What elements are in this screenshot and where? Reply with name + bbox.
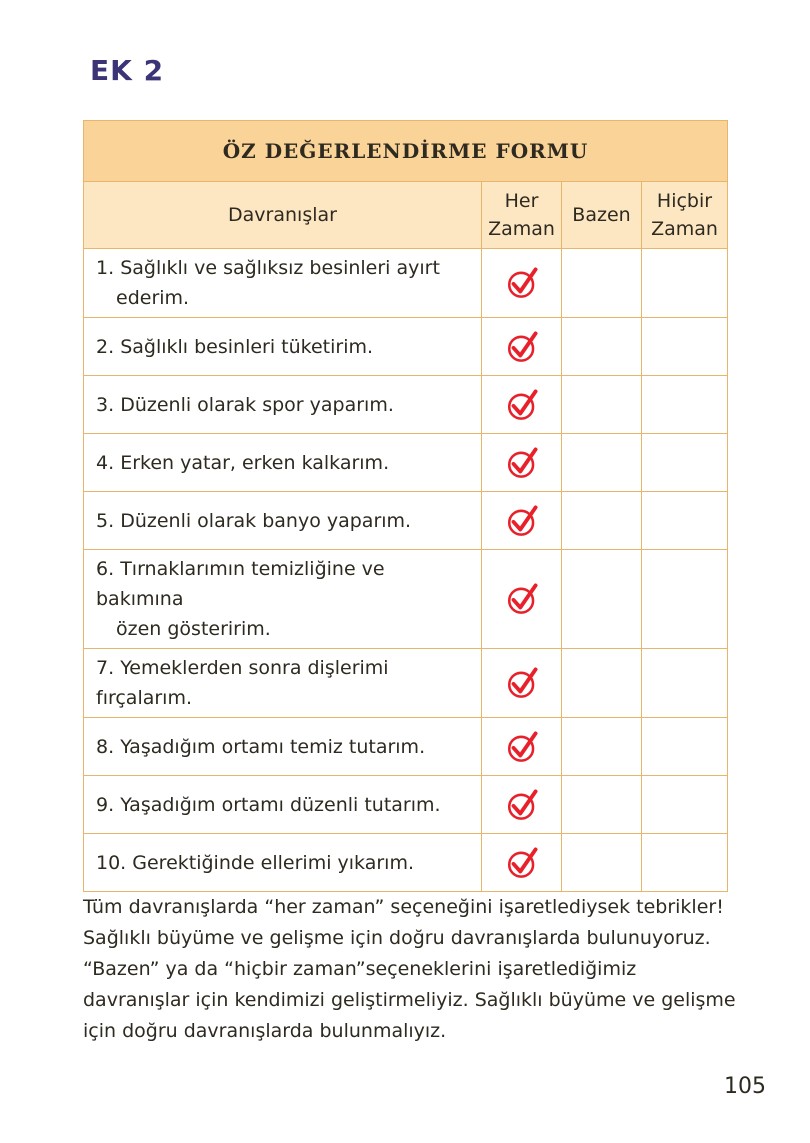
behavior-number: 4. — [96, 451, 115, 474]
behavior-text: Yaşadığım ortamı temiz tutarım. — [120, 735, 426, 758]
table-row — [84, 776, 728, 834]
check-circle-icon — [505, 266, 539, 300]
answer-cell-always[interactable] — [482, 249, 562, 318]
table-row — [84, 434, 728, 492]
behavior-number: 1. — [96, 257, 115, 279]
behavior-cell — [84, 776, 482, 834]
conclusion-paragraph: Tüm davranışlarda “her zaman” seçeneğini işaretlediysek tebrikler! Sağlıklı büyüme ve gelişme için doğru davranışlarda bulunuyoruz. “Bazen” ya da “hiçbir zaman”seçeneklerini işaretlediğimiz davranışlar için kendimizi geliştirmeliyiz. Sağlıklı büyüme ve gelişme için doğru davranışlarda bulunmalıyız. — [83, 896, 736, 1042]
answer-cell-sometimes[interactable] — [562, 834, 642, 892]
behavior-text: Tırnaklarımın temizliğine ve bakımına — [96, 558, 385, 610]
table-row — [84, 249, 728, 318]
check-circle-icon — [505, 446, 539, 480]
answer-cell-sometimes[interactable] — [562, 776, 642, 834]
table-row — [84, 492, 728, 550]
check-circle-icon — [505, 504, 539, 538]
answer-cell-always[interactable] — [482, 318, 562, 376]
behavior-number: 10. — [96, 851, 127, 874]
check-circle-icon — [505, 788, 539, 822]
check-circle-icon — [505, 388, 539, 422]
column-header-never — [642, 182, 728, 249]
behavior-text: Gerektiğinde ellerimi yıkarım. — [132, 851, 414, 874]
answer-cell-sometimes[interactable] — [562, 550, 642, 649]
behavior-text: Sağlıklı besinleri tüketirim. — [120, 335, 374, 358]
behavior-cell — [84, 492, 482, 550]
behavior-cell — [84, 649, 482, 718]
answer-cell-sometimes[interactable] — [562, 376, 642, 434]
table-row — [84, 318, 728, 376]
behavior-cell — [84, 376, 482, 434]
check-circle-icon — [505, 330, 539, 364]
answer-cell-never[interactable] — [642, 318, 728, 376]
behavior-number: 6. — [96, 558, 115, 580]
table-row — [84, 834, 728, 892]
answer-cell-never[interactable] — [642, 718, 728, 776]
check-circle-icon — [505, 666, 539, 700]
behavior-cell — [84, 718, 482, 776]
answer-cell-always[interactable] — [482, 376, 562, 434]
column-header-always — [482, 182, 562, 249]
answer-cell-sometimes[interactable] — [562, 434, 642, 492]
check-circle-icon — [505, 582, 539, 616]
table-row — [84, 550, 728, 649]
behavior-text-continued: ederim. — [116, 287, 190, 309]
behavior-number: 7. — [96, 657, 115, 679]
answer-cell-sometimes[interactable] — [562, 318, 642, 376]
behavior-cell — [84, 550, 482, 649]
behavior-text: Erken yatar, erken kalkarım. — [120, 451, 390, 474]
behavior-text-continued: özen gösteririm. — [116, 618, 271, 640]
answer-cell-always[interactable] — [482, 649, 562, 718]
behavior-text: Düzenli olarak banyo yaparım. — [120, 509, 412, 532]
behavior-text: Sağlıklı ve sağlıksız besinleri ayırt — [120, 257, 440, 279]
self-assessment-form — [83, 120, 728, 892]
behavior-number: 9. — [96, 793, 115, 816]
answer-cell-never[interactable] — [642, 649, 728, 718]
table-row — [84, 718, 728, 776]
behavior-cell — [84, 249, 482, 318]
behavior-cell — [84, 318, 482, 376]
answer-cell-never[interactable] — [642, 492, 728, 550]
answer-cell-never[interactable] — [642, 550, 728, 649]
answer-cell-never[interactable] — [642, 434, 728, 492]
column-header-behaviors: Davranışlar — [84, 182, 482, 249]
answer-cell-always[interactable] — [482, 434, 562, 492]
column-header-never-line1: Hiçbir — [656, 190, 713, 212]
page-label: EK 2 — [90, 54, 165, 87]
answer-cell-always[interactable] — [482, 834, 562, 892]
check-circle-icon — [505, 730, 539, 764]
behavior-cell — [84, 434, 482, 492]
column-header-always-line2: Zaman — [488, 218, 555, 240]
answer-cell-always[interactable] — [482, 492, 562, 550]
answer-cell-sometimes[interactable] — [562, 492, 642, 550]
table-row — [84, 376, 728, 434]
form-rows — [84, 249, 728, 892]
answer-cell-sometimes[interactable] — [562, 649, 642, 718]
check-circle-icon — [505, 846, 539, 880]
column-header-never-line2: Zaman — [651, 218, 718, 240]
answer-cell-always[interactable] — [482, 718, 562, 776]
behavior-text: Yemeklerden sonra dişlerimi fırçalarım. — [96, 657, 389, 709]
behavior-number: 3. — [96, 393, 115, 416]
behavior-text: Düzenli olarak spor yaparım. — [120, 393, 394, 416]
column-header-sometimes: Bazen — [562, 182, 642, 249]
table-row — [84, 649, 728, 718]
behavior-number: 5. — [96, 509, 115, 532]
behavior-text: Yaşadığım ortamı düzenli tutarım. — [120, 793, 441, 816]
behavior-number: 2. — [96, 335, 115, 358]
page-number: 105 — [724, 1074, 766, 1099]
answer-cell-sometimes[interactable] — [562, 718, 642, 776]
answer-cell-never[interactable] — [642, 249, 728, 318]
form-title: ÖZ DEĞERLENDİRME FORMU — [84, 121, 728, 182]
behavior-number: 8. — [96, 735, 115, 758]
answer-cell-never[interactable] — [642, 834, 728, 892]
answer-cell-sometimes[interactable] — [562, 249, 642, 318]
column-header-always-line1: Her — [504, 190, 539, 212]
answer-cell-always[interactable] — [482, 776, 562, 834]
behavior-cell — [84, 834, 482, 892]
answer-cell-never[interactable] — [642, 376, 728, 434]
answer-cell-never[interactable] — [642, 776, 728, 834]
answer-cell-always[interactable] — [482, 550, 562, 649]
